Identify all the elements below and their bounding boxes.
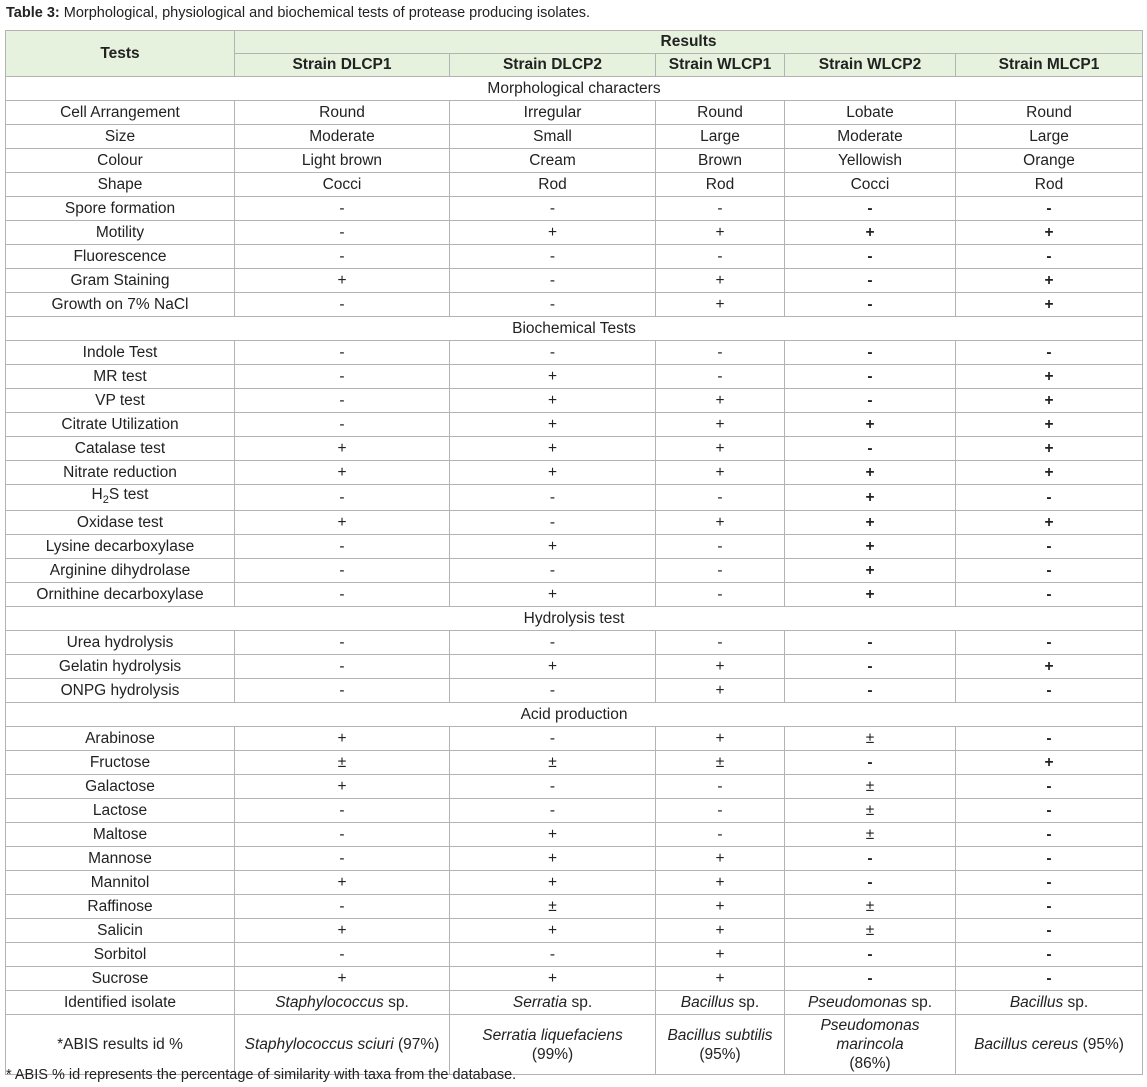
species-name: Bacillus cereus (974, 1036, 1079, 1054)
result-cell: - (656, 485, 785, 511)
result-cell: + (656, 847, 785, 871)
header-results: Results (235, 31, 1143, 54)
result-cell: - (235, 631, 450, 655)
result-cell: - (956, 919, 1143, 943)
result-cell: - (235, 943, 450, 967)
genus-suffix: sp. (567, 993, 593, 1011)
result-cell: + (956, 413, 1143, 437)
test-name: Salicin (6, 919, 235, 943)
result-cell: - (785, 655, 956, 679)
result-cell: + (785, 413, 956, 437)
result-cell: + (956, 461, 1143, 485)
result-cell: Moderate (235, 125, 450, 149)
result-cell: Small (450, 125, 656, 149)
result-cell: - (956, 871, 1143, 895)
result-cell: - (656, 583, 785, 607)
result-cell: Yellowish (785, 149, 956, 173)
result-cell: - (956, 967, 1143, 991)
result-cell: ± (785, 895, 956, 919)
table-caption (6, 3, 590, 23)
result-cell: + (450, 461, 656, 485)
result-cell: - (235, 823, 450, 847)
result-cell: + (656, 221, 785, 245)
result-cell: - (656, 197, 785, 221)
result-cell: - (785, 679, 956, 703)
result-cell: + (450, 221, 656, 245)
section-row (6, 317, 1143, 341)
result-cell: - (235, 583, 450, 607)
result-cell: Rod (956, 173, 1143, 197)
result-cell: + (450, 583, 656, 607)
result-cell: + (235, 461, 450, 485)
header-strain: Strain WLCP2 (785, 54, 956, 77)
identified-row (6, 991, 1143, 1015)
result-cell: - (235, 197, 450, 221)
result-cell: - (656, 341, 785, 365)
table-row (6, 583, 1143, 607)
result-cell: - (956, 485, 1143, 511)
result-cell: + (450, 823, 656, 847)
result-cell: + (785, 535, 956, 559)
result-cell: - (785, 631, 956, 655)
result-cell: - (235, 341, 450, 365)
test-name: VP test (6, 389, 235, 413)
result-cell: - (235, 559, 450, 583)
result-cell: - (450, 775, 656, 799)
genus-name: Serratia (512, 993, 568, 1011)
result-cell: - (785, 967, 956, 991)
result-cell: ± (450, 895, 656, 919)
result-cell: + (450, 847, 656, 871)
test-name: Galactose (6, 775, 235, 799)
test-name: Indole Test (6, 341, 235, 365)
species-name: Serratia liquefaciens (482, 1026, 623, 1044)
result-cell: ± (450, 751, 656, 775)
test-name: Mannose (6, 847, 235, 871)
test-name: Arginine dihydrolase (6, 559, 235, 583)
result-cell: - (656, 559, 785, 583)
result-cell: - (235, 293, 450, 317)
table-row (6, 631, 1143, 655)
result-cell: + (235, 871, 450, 895)
result-cell: + (656, 655, 785, 679)
table-body (6, 77, 1143, 1075)
result-cell: - (235, 389, 450, 413)
result-cell: - (450, 341, 656, 365)
section-title: Hydrolysis test (6, 607, 1143, 631)
result-cell: - (956, 823, 1143, 847)
table-row (6, 413, 1143, 437)
genus-name: Staphylococcus (275, 993, 384, 1011)
result-cell: - (450, 197, 656, 221)
result-cell: - (450, 293, 656, 317)
result-cell: + (450, 871, 656, 895)
result-cell: - (656, 535, 785, 559)
result-cell: + (785, 221, 956, 245)
table-row (6, 823, 1143, 847)
result-cell: - (235, 655, 450, 679)
table-row (6, 149, 1143, 173)
result-cell: - (785, 293, 956, 317)
test-name: Nitrate reduction (6, 461, 235, 485)
section-row (6, 607, 1143, 631)
table-row (6, 461, 1143, 485)
footnote: * ABIS % id represents the percentage of similarity with taxa from the database. (6, 1067, 517, 1083)
result-cell: - (785, 365, 956, 389)
result-cell: + (656, 679, 785, 703)
table-row (6, 389, 1143, 413)
result-cell: Round (956, 101, 1143, 125)
result-cell: - (785, 751, 956, 775)
section-title: Morphological characters (6, 77, 1143, 101)
result-cell: - (235, 245, 450, 269)
result-cell: + (235, 269, 450, 293)
caption-label: Table 3: (6, 5, 60, 21)
table-row (6, 485, 1143, 511)
genus-suffix: sp. (1063, 993, 1089, 1011)
section-title: Biochemical Tests (6, 317, 1143, 341)
test-name: Sucrose (6, 967, 235, 991)
result-cell: - (956, 847, 1143, 871)
result-cell: Rod (450, 173, 656, 197)
table-row (6, 559, 1143, 583)
result-cell: Moderate (785, 125, 956, 149)
test-name: Fluorescence (6, 245, 235, 269)
result-cell: - (450, 631, 656, 655)
table-row (6, 293, 1143, 317)
result-cell: - (785, 389, 956, 413)
result-cell: - (235, 413, 450, 437)
result-cell: + (656, 967, 785, 991)
result-cell: + (235, 775, 450, 799)
result-cell: - (450, 245, 656, 269)
result-cell: - (956, 679, 1143, 703)
genus-name: Pseudomonas (807, 993, 908, 1011)
result-cell: + (956, 511, 1143, 535)
section-title: Acid production (6, 703, 1143, 727)
result-cell: - (785, 269, 956, 293)
table-row (6, 365, 1143, 389)
result-cell: + (956, 365, 1143, 389)
table-row (6, 535, 1143, 559)
test-name: Oxidase test (6, 511, 235, 535)
result-cell: ± (785, 799, 956, 823)
test-name: ONPG hydrolysis (6, 679, 235, 703)
table-row (6, 245, 1143, 269)
result-cell: - (235, 679, 450, 703)
test-name: $H_2S$ test (6, 485, 235, 511)
result-cell: + (656, 293, 785, 317)
result-cell: - (785, 197, 956, 221)
result-cell: + (656, 511, 785, 535)
genus-suffix: sp. (907, 993, 933, 1011)
result-cell: + (785, 583, 956, 607)
result-cell: - (235, 221, 450, 245)
result-cell: - (656, 245, 785, 269)
genus-suffix: sp. (383, 993, 409, 1011)
result-cell: Round (656, 101, 785, 125)
result-cell: - (785, 341, 956, 365)
table-row (6, 943, 1143, 967)
species-pct: (95%) (699, 1045, 741, 1063)
identified-cell (235, 991, 450, 1015)
result-cell: - (450, 943, 656, 967)
result-cell: + (656, 871, 785, 895)
result-cell: + (450, 437, 656, 461)
genus-name: Bacillus (1009, 993, 1064, 1011)
result-cell: - (656, 823, 785, 847)
result-cell: + (956, 389, 1143, 413)
result-cell: + (235, 727, 450, 751)
result-cell: + (656, 919, 785, 943)
result-cell: - (450, 727, 656, 751)
result-cell: + (656, 389, 785, 413)
test-name: Size (6, 125, 235, 149)
test-name: Motility (6, 221, 235, 245)
result-cell: + (956, 221, 1143, 245)
identified-label: Identified isolate (6, 991, 235, 1015)
table-row (6, 727, 1143, 751)
result-cell: + (450, 967, 656, 991)
result-cell: - (235, 365, 450, 389)
result-cell: - (235, 799, 450, 823)
result-cell: - (785, 871, 956, 895)
result-cell: Cocci (785, 173, 956, 197)
result-cell: + (656, 269, 785, 293)
result-cell: + (785, 485, 956, 511)
result-cell: ± (235, 751, 450, 775)
identified-cell (656, 991, 785, 1015)
result-cell: Lobate (785, 101, 956, 125)
section-row (6, 703, 1143, 727)
result-cell: ± (785, 823, 956, 847)
test-name: Sorbitol (6, 943, 235, 967)
result-cell: + (656, 943, 785, 967)
result-cell: - (235, 847, 450, 871)
table-row (6, 679, 1143, 703)
result-cell: - (956, 799, 1143, 823)
result-cell: Light brown (235, 149, 450, 173)
test-name: Growth on 7% NaCl (6, 293, 235, 317)
subscript: 2 (102, 494, 109, 507)
result-cell: + (235, 511, 450, 535)
result-cell: ± (785, 919, 956, 943)
result-cell: Cream (450, 149, 656, 173)
result-cell: + (450, 389, 656, 413)
result-cell: - (785, 437, 956, 461)
test-name: Colour (6, 149, 235, 173)
result-cell: - (956, 245, 1143, 269)
result-cell: - (656, 775, 785, 799)
result-cell: - (785, 245, 956, 269)
test-name: Mannitol (6, 871, 235, 895)
result-cell: - (956, 583, 1143, 607)
caption-text: Morphological, physiological and biochemical tests of protease producing isolates. (59, 5, 591, 21)
test-name: Arabinose (6, 727, 235, 751)
table-row (6, 125, 1143, 149)
result-cell: - (656, 365, 785, 389)
result-cell: + (956, 655, 1143, 679)
result-cell: ± (656, 751, 785, 775)
result-cell: + (785, 511, 956, 535)
abis-label: *ABIS results id % (6, 1015, 235, 1075)
table-row (6, 751, 1143, 775)
result-cell: - (450, 485, 656, 511)
result-cell: - (450, 269, 656, 293)
result-cell: + (956, 751, 1143, 775)
table-row (6, 847, 1143, 871)
identified-cell (956, 991, 1143, 1015)
result-cell: + (235, 967, 450, 991)
test-name: Cell Arrangement (6, 101, 235, 125)
identified-cell (785, 991, 956, 1015)
test-name: Raffinose (6, 895, 235, 919)
result-cell: - (956, 943, 1143, 967)
result-cell: + (656, 895, 785, 919)
result-cell: + (235, 437, 450, 461)
genus-name: Bacillus (680, 993, 735, 1011)
result-cell: + (956, 437, 1143, 461)
result-cell: - (956, 631, 1143, 655)
identified-cell (450, 991, 656, 1015)
result-cell: Brown (656, 149, 785, 173)
test-name: Lactose (6, 799, 235, 823)
test-name: Citrate Utilization (6, 413, 235, 437)
header-tests: Tests (6, 31, 235, 77)
table-row (6, 269, 1143, 293)
result-cell: Irregular (450, 101, 656, 125)
table-row (6, 101, 1143, 125)
header-strain: Strain DLCP2 (450, 54, 656, 77)
result-cell: ± (785, 727, 956, 751)
result-cell: + (956, 269, 1143, 293)
result-cell: - (956, 559, 1143, 583)
test-name: Spore formation (6, 197, 235, 221)
abis-cell (956, 1015, 1143, 1075)
species-pct: (86%) (849, 1055, 891, 1073)
result-cell: + (235, 919, 450, 943)
header-strain: Strain DLCP1 (235, 54, 450, 77)
results-table (5, 30, 1143, 1075)
result-cell: + (450, 535, 656, 559)
result-cell: + (656, 437, 785, 461)
result-cell: - (785, 943, 956, 967)
result-cell: - (656, 631, 785, 655)
header-strain: Strain WLCP1 (656, 54, 785, 77)
species-pct: (99%) (531, 1045, 574, 1063)
abis-cell (785, 1015, 956, 1075)
header-strain: Strain MLCP1 (956, 54, 1143, 77)
result-cell: - (956, 341, 1143, 365)
result-cell: + (656, 413, 785, 437)
table-row (6, 173, 1143, 197)
table-row (6, 221, 1143, 245)
header-row-1 (6, 31, 1143, 54)
test-name: Maltose (6, 823, 235, 847)
result-cell: - (450, 511, 656, 535)
species-name: Pseudomonas marincola (820, 1017, 920, 1054)
section-row (6, 77, 1143, 101)
test-name: MR test (6, 365, 235, 389)
result-cell: + (450, 655, 656, 679)
result-cell: + (450, 919, 656, 943)
table-row (6, 775, 1143, 799)
table-row (6, 799, 1143, 823)
result-cell: + (450, 365, 656, 389)
species-pct: (95%) (1078, 1036, 1124, 1054)
table-row (6, 197, 1143, 221)
result-cell: - (450, 679, 656, 703)
result-cell: - (956, 197, 1143, 221)
result-cell: Large (656, 125, 785, 149)
result-cell: - (956, 535, 1143, 559)
table-row (6, 895, 1143, 919)
table-row (6, 871, 1143, 895)
result-cell: - (785, 847, 956, 871)
result-cell: - (235, 485, 450, 511)
result-cell: - (956, 727, 1143, 751)
test-name: Gelatin hydrolysis (6, 655, 235, 679)
test-name: Urea hydrolysis (6, 631, 235, 655)
result-cell: + (785, 559, 956, 583)
genus-suffix: sp. (734, 993, 760, 1011)
table-row (6, 919, 1143, 943)
result-cell: ± (785, 775, 956, 799)
result-cell: - (235, 535, 450, 559)
species-name: Staphylococcus sciuri (244, 1036, 394, 1054)
result-cell: Orange (956, 149, 1143, 173)
result-cell: + (785, 461, 956, 485)
abis-cell (656, 1015, 785, 1075)
test-name: Shape (6, 173, 235, 197)
result-cell: Large (956, 125, 1143, 149)
table-row (6, 437, 1143, 461)
table-row (6, 341, 1143, 365)
result-cell: - (656, 799, 785, 823)
table-row (6, 655, 1143, 679)
table-row (6, 967, 1143, 991)
species-name: Bacillus subtilis (667, 1026, 773, 1044)
table-row (6, 511, 1143, 535)
result-cell: - (956, 775, 1143, 799)
result-cell: Round (235, 101, 450, 125)
result-cell: - (956, 895, 1143, 919)
test-name: Lysine decarboxylase (6, 535, 235, 559)
result-cell: - (450, 559, 656, 583)
result-cell: - (450, 799, 656, 823)
result-cell: Rod (656, 173, 785, 197)
result-cell: + (656, 461, 785, 485)
species-pct: (97%) (393, 1036, 440, 1054)
test-name: Ornithine decarboxylase (6, 583, 235, 607)
result-cell: + (656, 727, 785, 751)
test-name: Catalase test (6, 437, 235, 461)
test-name: Fructose (6, 751, 235, 775)
result-cell: - (235, 895, 450, 919)
result-cell: Cocci (235, 173, 450, 197)
test-name: Gram Staining (6, 269, 235, 293)
result-cell: + (956, 293, 1143, 317)
result-cell: + (450, 413, 656, 437)
